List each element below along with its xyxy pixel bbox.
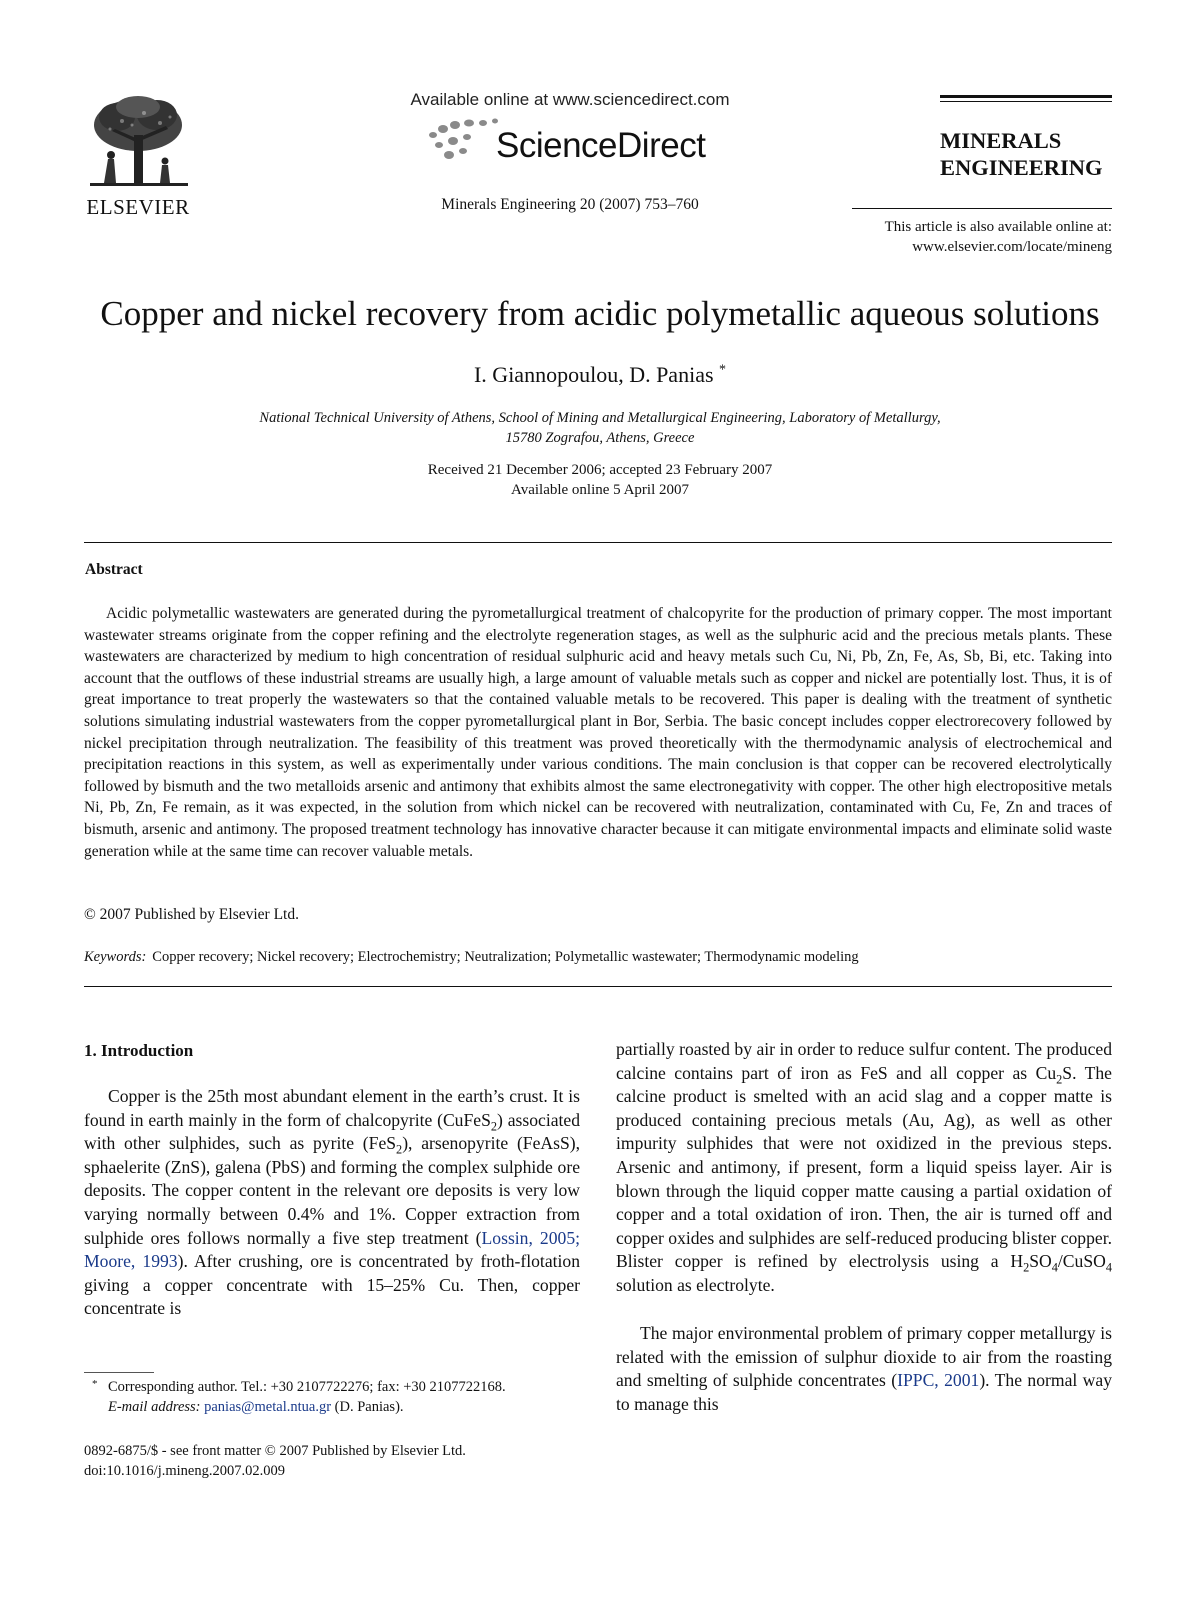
subscript: 4 xyxy=(1105,1260,1112,1275)
article-authors xyxy=(300,362,900,388)
text-run: The major environmental problem of primary copper metallurgy is related with the emission of sulphur dioxide to air from the roasting and smelting of sulphide concentrates ( xyxy=(616,1323,1112,1391)
affiliation-line2: 15780 Zografou, Athens, Greece xyxy=(505,430,695,446)
journal-rule-bottom xyxy=(852,208,1112,209)
keywords-label: Keywords: xyxy=(84,949,147,965)
intro-paragraph-2 xyxy=(616,1322,1112,1416)
subscript: 2 xyxy=(1023,1260,1030,1275)
imprint-front-matter: 0892-6875/$ - see front matter © 2007 Published by Elsevier Ltd. xyxy=(84,1443,466,1459)
divider-bottom xyxy=(84,986,1112,987)
platform-name[interactable]: ScienceDirect xyxy=(496,126,706,165)
citation-link[interactable]: Lossin, 2005; Moore, 1993 xyxy=(84,1227,581,1272)
keywords-list: Copper recovery; Nickel recovery; Electrochemistry; Neutralization; Polymetallic wastewater; Thermodynamic modeling xyxy=(152,949,859,965)
email-link[interactable]: panias@metal.ntua.gr xyxy=(204,1398,332,1415)
article-title: Copper and nickel recovery from acidic polymetallic aqueous solutions xyxy=(100,294,1100,333)
footnote-email-line xyxy=(92,1398,612,1418)
online-note-line1: This article is also available online at: xyxy=(884,219,1112,235)
text-run: S. The calcine product is smelted with an acid slag and a copper matte is produced containing precious metals (Au, Ag), as well as other impurity sulphides that were not oxidized in the previous steps. Arsenic and antimony, if present, form a liquid speiss layer. Air is blown through the liquid copper matte causing a partial oxidation of copper and a total oxidation of iron. Then, the air is turned off and copper oxides and sulphides are self-reduced producing blister copper. Blister copper is refined by electrolysis using a H xyxy=(616,1062,1112,1272)
text-run: Copper is the 25th most abundant element in the earth’s crust. It is found in earth mainly in the form of chalcopyrite (CuFeS xyxy=(84,1086,580,1130)
text-run: ), arsenopyrite (FeAsS), sphaelerite (ZnS), galena (PbS) and forming the complex sulphide ore deposits. The copper content in the relevant ore deposits is very low varying normally between 0.4% and 1%. Copper extraction from sulphide ores follows normally a five step treatment ( xyxy=(84,1133,580,1248)
imprint xyxy=(84,1442,604,1481)
available-date: Available online 5 April 2007 xyxy=(510,482,690,498)
journal-name-line2: ENGINEERING xyxy=(940,155,1103,180)
keywords xyxy=(84,949,1112,966)
availability-line[interactable]: Available online at www.sciencedirect.com xyxy=(410,90,730,109)
text-run: ) associated with other sulphides, such as pyrite (FeS xyxy=(84,1109,581,1154)
received-date: Received 21 December 2006; accepted 23 February 2007 xyxy=(427,462,773,478)
journal-rule-top-thin xyxy=(940,101,1112,102)
text-run: /CuSO xyxy=(1057,1251,1106,1272)
text-run: ). After crushing, ore is concentrated by froth-flotation giving a copper concentrate with 15–25% Cu. Then, copper concentrate is xyxy=(84,1251,581,1319)
elsevier-logo xyxy=(82,95,194,220)
email-suffix: (D. Panias). xyxy=(331,1398,404,1415)
citation-link[interactable]: IPPC, 2001 xyxy=(897,1370,980,1391)
journal-name-line1: MINERALS xyxy=(940,128,1062,153)
journal-rule-top xyxy=(940,95,1112,98)
subscript: 2 xyxy=(1056,1072,1063,1087)
journal-citation: Minerals Engineering 20 (2007) 753–760 xyxy=(441,196,699,213)
abstract-heading: Abstract xyxy=(85,561,143,578)
journal-name xyxy=(940,127,1112,181)
online-note-url[interactable]: www.elsevier.com/locate/mineng xyxy=(912,239,1112,255)
online-note xyxy=(760,217,1112,257)
subscript: 2 xyxy=(490,1119,498,1134)
publisher-name: ELSEVIER xyxy=(86,195,190,219)
abstract-copyright: © 2007 Published by Elsevier Ltd. xyxy=(84,906,299,923)
footnote-rule xyxy=(84,1372,154,1373)
text-run: ). The normal way to manage this xyxy=(616,1370,1112,1414)
imprint-doi[interactable]: doi:10.1016/j.mineng.2007.02.009 xyxy=(84,1462,285,1479)
corresponding-author-mark[interactable]: * xyxy=(719,362,727,378)
text-run: SO xyxy=(1029,1251,1052,1272)
subscript: 2 xyxy=(396,1142,403,1157)
intro-paragraph-1-cont xyxy=(616,1038,1112,1298)
author-names: I. Giannopoulou, D. Panias xyxy=(473,362,714,387)
subscript: 4 xyxy=(1051,1260,1058,1275)
footnote xyxy=(92,1378,612,1417)
sciencedirect-dots-icon xyxy=(425,117,505,167)
affiliation xyxy=(150,408,1050,448)
affiliation-line1: National Technical University of Athens, School of Mining and Metallurgical Engineering, Laboratory of Metallurgy, xyxy=(259,410,941,426)
footnote-mark: * xyxy=(92,1378,98,1390)
text-run: partially roasted by air in order to reduce sulfur content. The produced calcine contains part of iron as FeS and all copper as Cu xyxy=(616,1039,1112,1083)
intro-paragraph-1 xyxy=(84,1085,580,1321)
text-run: solution as electrolyte. xyxy=(616,1274,775,1295)
footnote-contact: Corresponding author. Tel.: +30 2107722276; fax: +30 2107722168. xyxy=(108,1379,506,1395)
section-heading-introduction: 1. Introduction xyxy=(84,1041,194,1060)
divider-top xyxy=(84,542,1112,543)
email-label: E-mail address: xyxy=(108,1398,201,1415)
elsevier-tree-icon xyxy=(82,95,194,195)
abstract-text: Acidic polymetallic wastewaters are generated during the pyrometallurgical treatment of chalcopyrite for the production of primary copper. The most important wastewater streams originate from the copper refining and the electrolyte regeneration stages, as well as the sulphuric acid and the precious metals plants. These wastewaters are characterized by medium to high concentration of residual sulphuric acid and heavy metals such Cu, Ni, Pb, Zn, Fe, As, Sb, Bi, etc. Taking into account that the outflows of these industrial streams are usually high, a large amount of valuable metals such as copper and nickel are potentially lost. Thus, it is of great importance to treat properly the wastewaters so that the contained valuable metals to be recovered. This paper is dealing with the treatment of synthetic solutions simulating industrial wastewaters from the copper pyrometallurgical plant in Bor, Serbia. The basic concept includes copper electrorecovery followed by nickel precipitation through neutralization. The feasibility of this treatment was proved theoretically with the thermodynamic analysis of electrochemical and precipitation reactions in this system, as well as experimentally under various conditions. The main conclusion is that copper can be recovered electrolytically followed by bismuth and the two metalloids arsenic and antimony that exhibits almost the same electronegativity with copper. The other high electropositive metals Ni, Pb, Zn, Fe remain, as it was expected, in the solution from which nickel can be recovered with neutralization, contaminated with Cu, Fe, Zn and traces of bismuth, arsenic and antimony. The proposed treatment technology has innovative character because it can mitigate environmental impacts and eliminate solid waste generation while at the same time can recover valuable metals. xyxy=(84,605,1112,860)
article-dates xyxy=(250,460,950,500)
